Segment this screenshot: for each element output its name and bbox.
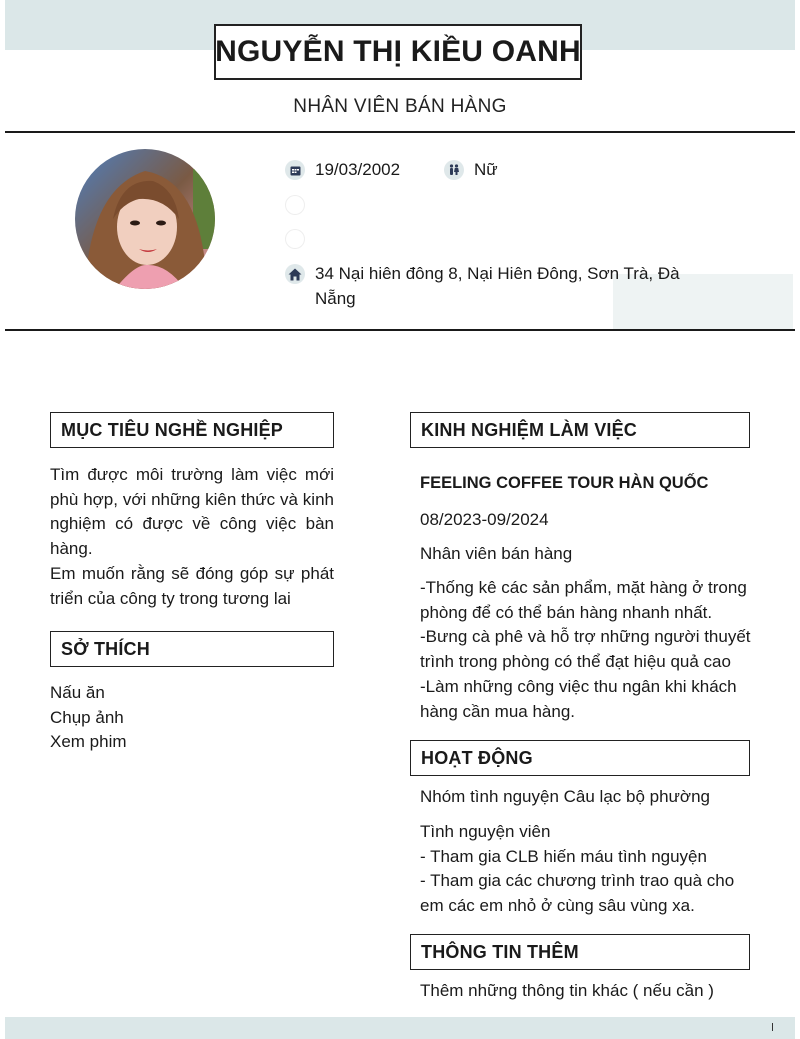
email-icon [285, 229, 305, 249]
experience-period: 08/2023-09/2024 [420, 510, 549, 529]
hobbies-heading: SỞ THÍCH [61, 638, 150, 659]
email-row [285, 229, 315, 249]
gender-value: Nữ [474, 160, 498, 179]
hobby-item: Xem phim [50, 732, 127, 752]
home-icon [285, 264, 305, 284]
gender-icon [444, 160, 464, 180]
avatar [75, 149, 215, 289]
calendar-icon [285, 160, 305, 180]
candidate-name: NGUYỄN THỊ KIỀU OANH [215, 35, 581, 68]
hobby-item: Nấu ăn [50, 683, 105, 702]
phone-icon [285, 195, 305, 215]
gender-row [444, 160, 498, 182]
activities-heading: HOẠT ĐỘNG [421, 747, 533, 768]
bottom-band [5, 1017, 795, 1039]
activities-role: Tình nguyện viên [420, 822, 551, 841]
address-row [285, 264, 685, 311]
address-value: 34 Nại hiên đông 8, Nại Hiên Đông, Sơn Trà, Đà Nẵng [315, 264, 680, 308]
activity-item: - Tham gia các chương trình trao quà cho em các em nhỏ ở cùng sâu vùng xa. [420, 871, 735, 916]
objective-text-1: Tìm được môi trường làm việc mới phù hợp, với những kiên thức và kinh nghiệm có được về công việc bàn hàng. [50, 465, 334, 559]
experience-duties [420, 576, 752, 724]
name-box [214, 24, 582, 80]
job-title: NHÂN VIÊN BÁN HÀNG [293, 96, 507, 117]
activities-heading-box [410, 740, 750, 776]
extra-heading: THÔNG TIN THÊM [421, 941, 579, 962]
objective-text-2: Em muốn rằng sẽ đóng góp sự phát triển của công ty trong tương lai [50, 563, 334, 608]
duty-item: -Bưng cà phê và hỗ trợ những người thuyết trình trong phòng có thể đạt hiệu quả cao [420, 627, 751, 672]
objective-section [50, 463, 334, 611]
duty-item: -Làm những công việc thu ngân khi khách hàng cần mua hàng. [420, 676, 737, 721]
hobbies-heading-box [50, 631, 334, 667]
divider-top [5, 131, 795, 133]
activity-item: - Tham gia CLB hiến máu tình nguyện [420, 846, 707, 866]
experience-company: FEELING COFFEE TOUR HÀN QUỐC [420, 474, 709, 492]
duty-item: -Thống kê các sản phẩm, mặt hàng ở trong phòng để có thể bán hàng nhanh nhất. [420, 578, 747, 622]
hobby-item: Chụp ảnh [50, 707, 124, 727]
experience-role: Nhân viên bán hàng [420, 544, 573, 563]
activities-details [420, 820, 752, 919]
objective-heading-box [50, 412, 334, 448]
experience-heading: KINH NGHIỆM LÀM VIỆC [421, 419, 638, 440]
footer-mark [772, 1023, 773, 1031]
experience-heading-box [410, 412, 750, 448]
objective-heading: MỤC TIÊU NGHỀ NGHIỆP [61, 419, 284, 440]
divider-bottom [5, 329, 795, 331]
birthday-value: 19/03/2002 [315, 160, 401, 179]
phone-row [285, 195, 315, 215]
extra-heading-box [410, 934, 750, 970]
birthday-row [285, 160, 400, 182]
activities-org: Nhóm tình nguyện Câu lạc bộ phường [420, 787, 710, 806]
hobbies-list [50, 681, 334, 755]
extra-text: Thêm những thông tin khác ( nếu cần ) [420, 981, 714, 1000]
